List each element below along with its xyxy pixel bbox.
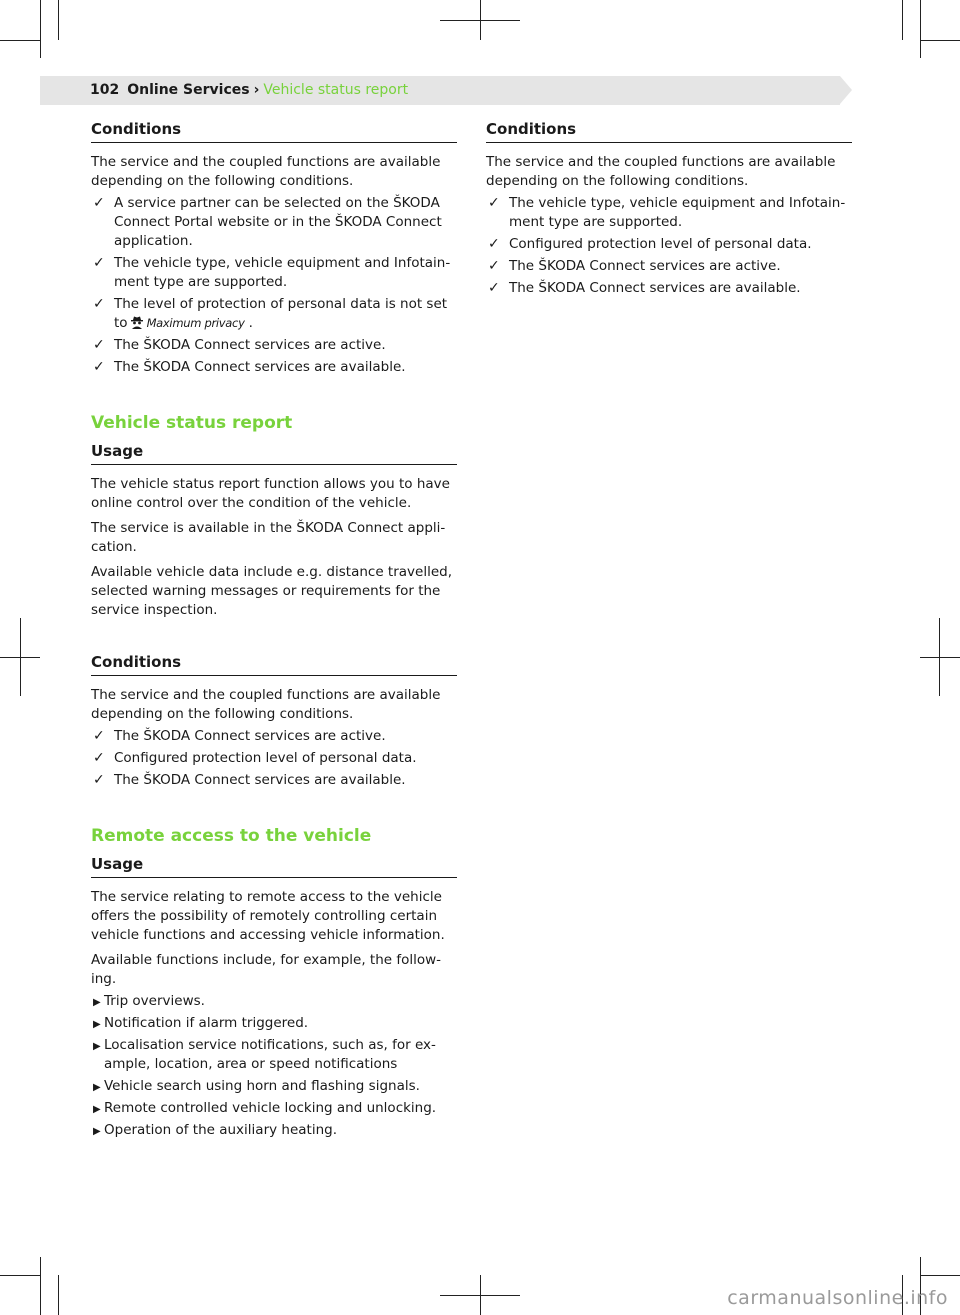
crop-mark xyxy=(920,0,921,58)
crop-mark xyxy=(0,40,40,41)
conditions-list xyxy=(91,727,457,790)
list-item: ▶ Notification if alarm triggered. xyxy=(91,1014,457,1033)
conditions-heading: Conditions xyxy=(486,118,852,143)
checkmark-icon: ✓ xyxy=(93,337,105,353)
footer-watermark[interactable]: carmanualsonline.info xyxy=(727,1287,948,1309)
list-item: ✓ Configured protection level of personal data. xyxy=(488,236,812,252)
list-item: ▶ Operation of the auxiliary heating. xyxy=(91,1121,457,1140)
conditions-list xyxy=(91,194,457,377)
list-item: ✓ The ŠKODA Connect services are available. xyxy=(488,280,801,296)
paragraph: The service is available in the ŠKODA Connect appli-cation. xyxy=(91,520,446,555)
triangle-bullet-icon: ▶ xyxy=(93,1041,101,1052)
crop-mark xyxy=(0,1275,40,1276)
breadcrumb-section: Online Services xyxy=(127,82,250,98)
checkmark-icon: ✓ xyxy=(93,772,105,788)
list-item: ✓ The ŠKODA Connect services are active. xyxy=(93,337,386,353)
paragraph: The vehicle status report function allows you to have online control over the condition of the vehicle. xyxy=(91,476,450,511)
checkmark-icon: ✓ xyxy=(93,359,105,375)
list-item: ▶ Vehicle search using horn and flashing signals. xyxy=(91,1077,457,1096)
crop-mark xyxy=(920,657,960,658)
checkmark-icon: ✓ xyxy=(488,236,500,252)
list-item: ✓ A service partner can be selected on the ŠKODA Connect Portal website or in the ŠKODA Connect application. xyxy=(93,195,442,249)
page-number: 102 xyxy=(90,82,120,98)
list-item: ▶ Localisation service notifications, such as, for ex-ample, location, area or speed notifications xyxy=(93,1037,436,1072)
conditions-intro: The service and the coupled functions are available depending on the following conditions. xyxy=(91,687,441,722)
usage-heading: Usage xyxy=(91,853,457,878)
conditions-intro: The service and the coupled functions are available depending on the following conditions. xyxy=(486,154,836,189)
incognito-agent-icon xyxy=(130,315,144,329)
list-item: ✓ The vehicle type, vehicle equipment and Infotain-ment type are supported. xyxy=(93,255,451,290)
list-item: ✓ The ŠKODA Connect services are active. xyxy=(488,258,781,274)
triangle-bullet-icon: ▶ xyxy=(93,1019,101,1030)
crop-mark xyxy=(920,40,960,41)
conditions-list xyxy=(486,194,852,298)
right-column xyxy=(486,118,852,298)
triangle-bullet-icon: ▶ xyxy=(93,1104,101,1115)
checkmark-icon: ✓ xyxy=(93,195,105,211)
conditions-intro: The service and the coupled functions are available depending on the following conditions. xyxy=(91,154,441,189)
breadcrumb-separator: › xyxy=(253,82,260,98)
checkmark-icon: ✓ xyxy=(93,728,105,744)
crop-mark xyxy=(480,0,481,40)
paragraph: Available vehicle data include e.g. distance travelled, selected warning messages or requirements for the service inspection. xyxy=(91,564,452,618)
crop-mark xyxy=(480,1275,481,1315)
list-item: ✓ The ŠKODA Connect services are active. xyxy=(93,728,386,744)
page-header xyxy=(90,80,408,100)
breadcrumb-current: Vehicle status report xyxy=(263,82,409,98)
functions-list xyxy=(91,992,457,1140)
crop-mark xyxy=(58,1275,59,1315)
list-item: ✓ The level of protection of personal data is not set to Maximum privacy . xyxy=(93,296,448,331)
crop-mark xyxy=(40,0,41,58)
list-item: ▶ Trip overviews. xyxy=(91,992,457,1011)
paragraph: The service relating to remote access to the vehicle offers the possibility of remotely controlling certain vehicle functions and accessing vehicle information. xyxy=(91,889,445,943)
header-arrow xyxy=(840,76,852,104)
usage-heading: Usage xyxy=(91,440,457,465)
checkmark-icon: ✓ xyxy=(93,750,105,766)
checkmark-icon: ✓ xyxy=(488,280,500,296)
section-title: Remote access to the vehicle xyxy=(91,826,372,846)
section-title: Vehicle status report xyxy=(91,413,293,433)
list-item: ✓ The ŠKODA Connect services are available. xyxy=(93,772,406,788)
triangle-bullet-icon: ▶ xyxy=(93,997,101,1008)
list-item: ✓ The ŠKODA Connect services are available. xyxy=(93,359,406,375)
crop-mark xyxy=(920,1275,960,1276)
conditions-heading: Conditions xyxy=(91,118,457,143)
crop-mark xyxy=(20,618,21,696)
list-item: ▶ Remote controlled vehicle locking and unlocking. xyxy=(91,1099,457,1118)
crop-mark xyxy=(58,0,59,40)
triangle-bullet-icon: ▶ xyxy=(93,1082,101,1093)
checkmark-icon: ✓ xyxy=(488,258,500,274)
left-column xyxy=(91,118,457,1140)
list-item: ✓ The vehicle type, vehicle equipment and Infotain-ment type are supported. xyxy=(488,195,846,230)
checkmark-icon: ✓ xyxy=(93,255,105,271)
checkmark-icon: ✓ xyxy=(93,296,105,312)
crop-mark xyxy=(40,1257,41,1315)
privacy-label: Maximum privacy xyxy=(146,316,245,330)
crop-mark xyxy=(902,0,903,40)
crop-mark xyxy=(939,618,940,696)
triangle-bullet-icon: ▶ xyxy=(93,1126,101,1137)
paragraph: Available functions include, for example, the follow-ing. xyxy=(91,952,442,987)
list-item: ✓ Configured protection level of personal data. xyxy=(93,750,417,766)
checkmark-icon: ✓ xyxy=(488,195,500,211)
conditions-heading: Conditions xyxy=(91,651,457,676)
